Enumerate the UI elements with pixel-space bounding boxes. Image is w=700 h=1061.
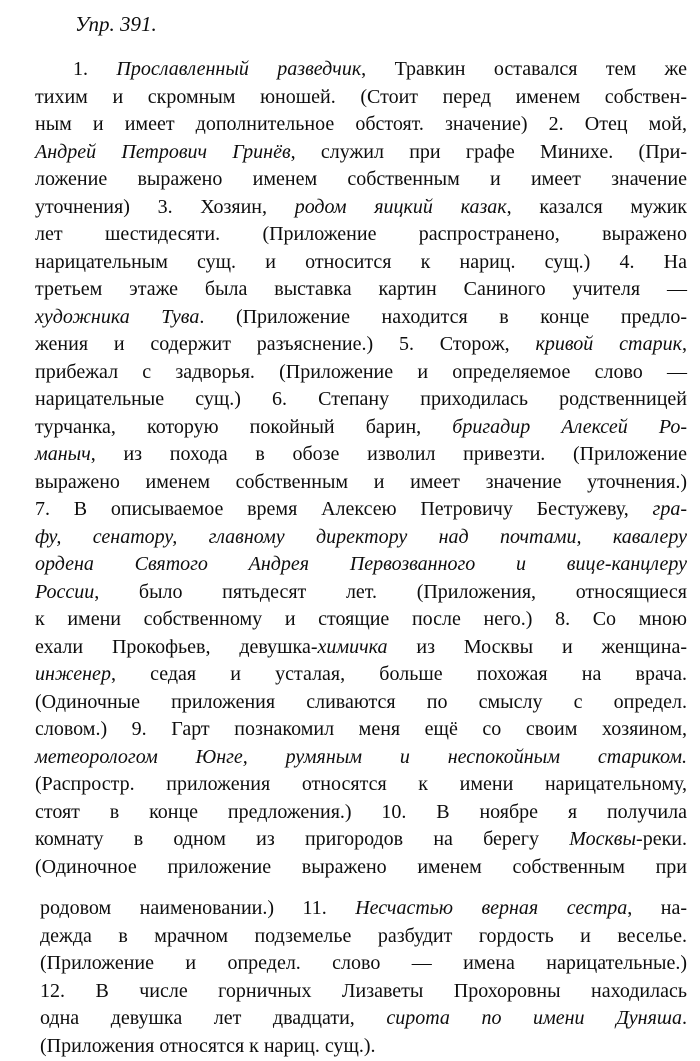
text-line	[35, 744, 687, 772]
text-line	[35, 359, 687, 387]
italic-text-segment: фу, сенатору, главному директору над почтами, кавалеру	[35, 525, 687, 548]
text-segment: комнату в одном из пригородов на берегу	[35, 828, 570, 850]
text-line	[35, 606, 687, 634]
italic-text-segment: кривой старик	[535, 333, 682, 355]
italic-text-segment: ордена Святого Андрея Первозванного и вице-канцлеру	[35, 553, 687, 575]
text-segment: нарицательные сущ.) 6. Степану приходилась родственницей	[35, 388, 687, 410]
text-line	[35, 304, 687, 332]
text-line	[35, 276, 687, 304]
text-line	[35, 469, 687, 497]
text-line	[35, 386, 687, 414]
text-segment: словом.) 9. Гарт познакомил меня ещё со своим хозяином,	[35, 718, 687, 740]
text-segment: лет шестидесяти. (Приложение распространено, выражено	[35, 223, 687, 245]
text-segment: выражено именем собственным и имеет значение уточнения.)	[35, 470, 687, 493]
text-line	[40, 895, 687, 923]
text-segment: родовом наименовании.) 11.	[40, 897, 356, 919]
text-line	[35, 579, 687, 607]
italic-text-segment: гра-	[652, 498, 687, 520]
text-line	[35, 689, 687, 717]
text-line	[35, 331, 687, 359]
text-segment: (Приложения относятся к нариц. сущ.).	[40, 1034, 376, 1057]
text-segment: 7. В описываемое время Алексею Петровичу Бестужеву,	[35, 498, 653, 520]
text-segment: ,	[682, 333, 687, 355]
text-segment: , казался мужик	[506, 195, 687, 218]
text-block-2	[35, 895, 687, 1060]
text-line	[35, 716, 687, 744]
text-block-1	[35, 56, 687, 881]
text-segment: .	[682, 1007, 687, 1029]
text-segment: , было пятьдесят лет. (Приложения, относящиеся	[94, 580, 687, 603]
text-line	[40, 1033, 687, 1061]
italic-text-segment: химичка	[317, 635, 388, 658]
text-segment: из Москвы и женщина-	[387, 635, 687, 658]
italic-text-segment: Прославленный разведчик	[116, 58, 362, 80]
text-blocks	[35, 56, 687, 1060]
text-line	[35, 551, 687, 579]
italic-text-segment: метеорологом Юнге, румяным и неспокойным стариком.	[35, 745, 687, 768]
text-line	[40, 950, 687, 978]
text-segment: ехали Прокофьев, девушка-	[35, 635, 318, 658]
italic-text-segment: родом яицкий казак	[294, 195, 507, 218]
text-line	[35, 661, 687, 689]
text-line	[35, 166, 687, 194]
text-segment: ложение выражено именем собственным и имеет значение	[35, 168, 687, 190]
text-line	[35, 221, 687, 249]
text-line	[35, 111, 687, 139]
text-segment: , из похода в обозе изволил привезти. (Приложение	[90, 443, 687, 465]
text-line	[35, 249, 687, 277]
text-segment: . (Приложение находится в конце предло-	[199, 305, 688, 328]
text-line	[35, 56, 687, 84]
text-segment: (Приложение и определ. слово — имена нарицательные.)	[40, 952, 687, 974]
text-line	[35, 139, 687, 167]
text-line	[35, 826, 687, 854]
text-line	[35, 524, 687, 552]
text-line	[40, 1005, 687, 1033]
text-segment: жения и содержит разъяснение.) 5. Сторож,	[35, 333, 536, 355]
text-segment: , на-	[627, 897, 687, 919]
text-line	[35, 854, 687, 882]
italic-text-segment: маныч	[35, 443, 91, 465]
text-segment: стоят в конце предложения.) 10. В ноябре я получила	[35, 800, 687, 823]
text-segment: ным и имеет дополнительное обстоят. значение) 2. Отец мой,	[35, 113, 687, 135]
text-segment: одна девушка лет двадцати,	[40, 1007, 387, 1029]
text-line	[35, 634, 687, 662]
text-segment: 12. В числе горничных Лизаветы Прохоровны находилась	[40, 979, 687, 1002]
text-segment: , Травкин оставался тем же	[361, 58, 687, 80]
text-segment: к имени собственному и стоящие после него.) 8. Со мною	[35, 608, 687, 630]
text-segment: турчанка, которую покойный барин,	[35, 415, 453, 438]
italic-text-segment: художника Тува	[35, 305, 200, 328]
text-line	[35, 414, 687, 442]
text-segment: нарицательным сущ. и относится к нариц. сущ.) 4. На	[35, 250, 687, 273]
text-line	[35, 84, 687, 112]
text-line	[35, 799, 687, 827]
text-segment: третьем этаже была выставка картин Саниного учителя —	[35, 278, 687, 300]
text-segment: уточнения) 3. Хозяин,	[35, 195, 295, 218]
text-segment: дежда в мрачном подземелье разбудит гордость и веселье.	[40, 924, 687, 947]
italic-text-segment: бригадир Алексей Ро-	[452, 415, 687, 438]
text-segment: -реки.	[636, 828, 687, 850]
text-line	[35, 194, 687, 222]
italic-text-segment: России	[35, 580, 95, 603]
exercise-heading: Упр. 391.	[75, 12, 157, 36]
text-segment: 1.	[73, 58, 117, 80]
text-segment: (Распростр. приложения относятся к имени нарицательному,	[35, 773, 687, 795]
text-segment: тихим и скромным юношей. (Стоит перед именем собствен-	[35, 85, 687, 108]
italic-text-segment: Москвы	[569, 828, 637, 850]
text-line	[40, 978, 687, 1006]
text-segment: (Одиночные приложения сливаются по смыслу с определ.	[35, 690, 687, 713]
text-line	[35, 771, 687, 799]
text-line	[35, 441, 687, 469]
text-segment: , служил при графе Минихе. (При-	[290, 140, 688, 163]
text-segment: , седая и усталая, больше похожая на врача.	[110, 663, 687, 685]
text-segment: (Одиночное приложение выражено именем собственным при	[35, 855, 687, 878]
italic-text-segment: Несчастью верная сестра	[355, 897, 628, 919]
italic-text-segment: Андрей Петрович Гринёв	[35, 140, 291, 163]
italic-text-segment: сирота по имени Дуняша	[386, 1007, 682, 1029]
italic-text-segment: инженер	[35, 663, 111, 685]
text-segment: прибежал с задворья. (Приложение и определяемое слово —	[35, 360, 687, 383]
text-line	[35, 496, 687, 524]
text-line	[40, 923, 687, 951]
